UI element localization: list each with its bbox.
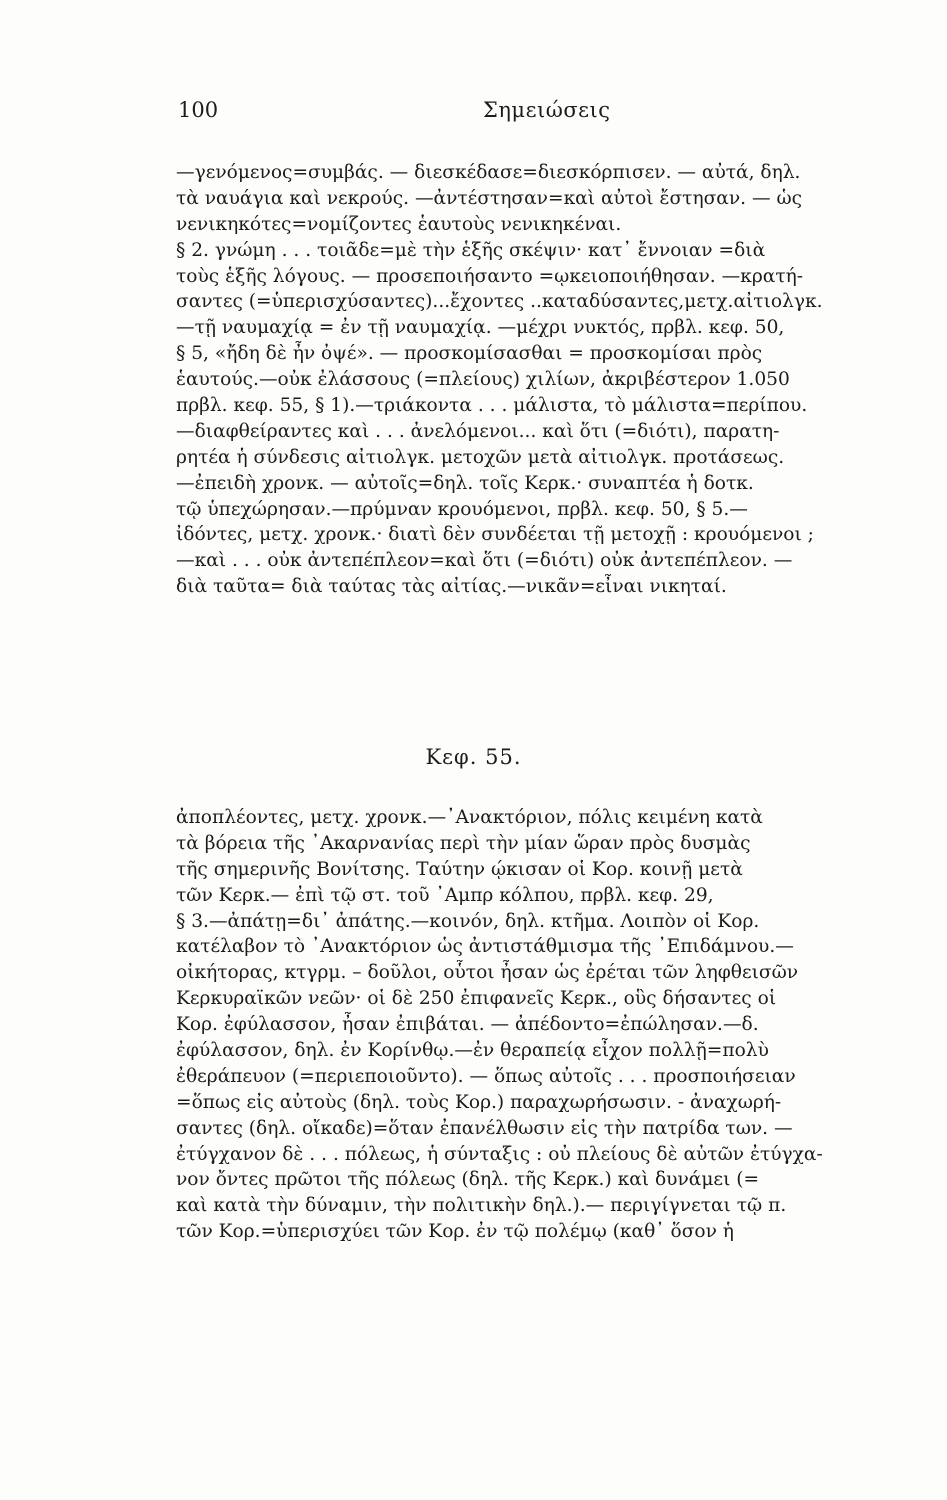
text-line: Κορ. ἐφύλασσον, ἦσαν ἐπιβάται. — ἀπέδοντο=ἐπώλησαν.—δ. <box>176 1014 759 1036</box>
text-line: τὰ βόρεια τῆς ᾽Ακαρνανίας περὶ τὴν μίαν ὥραν πρὸς δυσμὰς <box>176 832 751 854</box>
text-line: § 3.—ἀπάτῃ=δι᾽ ἀπάτης.—κοινόν, δηλ. κτῆμα. Λοιπὸν οἱ Κορ. <box>176 910 760 932</box>
text-line: νενικηκότες=νομίζοντες ἑαυτοὺς νενικηκέναι. <box>176 213 622 235</box>
text-line: τῶν Κορ.=ὑπερισχύει τῶν Κορ. ἐν τῷ πολέμῳ (καθ᾽ ὅσον ἡ <box>176 1221 734 1243</box>
text-line: —διαφθείραντες καὶ . . . ἀνελόμενοι... καὶ ὅτι (=διότι), παρατη- <box>176 420 780 442</box>
text-line: ἀποπλέοντες, μετχ. χρονκ.—᾽Ανακτόριον, πόλις κειμένη κατὰ <box>176 807 763 828</box>
text-line: § 5, «ἤδη δὲ ἦν ὀψέ». — προσκομίσασθαι = προσκομίσαι πρὸς <box>176 343 763 365</box>
page-number: 100 <box>178 98 219 122</box>
text-line: οἰκήτορας, κτγρμ. – δοῦλοι, οὗτοι ἦσαν ὡς ἐρέται τῶν ληφθεισῶν <box>176 962 799 984</box>
text-line: τοὺς ἑξῆς λόγους. — προσεποιήσαντο =ῳκειοποιήθησαν. —κρατή- <box>176 265 804 287</box>
text-line: σαντες (=ὑπερισχύσαντες)...ἔχοντες ..καταδύσαντες,μετχ.αἰτιολγκ. <box>176 291 823 313</box>
text-line: πρβλ. κεφ. 55, § 1).—τριάκοντα . . . μάλιστα, τὸ μάλιστα=περίπου. <box>176 395 808 417</box>
text-line: —καὶ . . . οὐκ ἀντεπέπλεον=καὶ ὅτι (=διότι) οὐκ ἀντεπέπλεον. — <box>176 550 793 572</box>
text-line: ἐτύγχανον δὲ . . . πόλεως, ἡ σύνταξις : οὐ πλείους δὲ αὐτῶν ἐτύγχα- <box>176 1143 823 1165</box>
text-line: —γενόμενος=συμβάς. — διεσκέδασε=διεσκόρπισεν. — αὐτά, δηλ. <box>176 162 801 183</box>
text-line: ἐθεράπευον (=περιεποιοῦντο). — ὅπως αὐτοῖς . . . προσποιήσειαν <box>176 1065 796 1087</box>
text-line: τῷ ὑπεχώρησαν.—πρύμναν κρουόμενοι, πρβλ. κεφ. 50, § 5.— <box>176 498 748 520</box>
page-header <box>178 98 778 128</box>
text-line: σαντες (δηλ. οἴκαδε)=ὅταν ἐπανέλθωσιν εἰς τὴν πατρίδα των. — <box>176 1117 793 1139</box>
running-title: Σημειώσεις <box>483 98 611 122</box>
text-line: τῆς σημερινῆς Βονίτσης. Ταύτην ῴκισαν οἱ Κορ. κοινῇ μετὰ <box>176 858 743 880</box>
text-line: καὶ κατὰ τὴν δύναμιν, τὴν πολιτικὴν δηλ.).— περιγίγνεται τῷ π. <box>176 1195 787 1217</box>
text-line: κατέλαβον τὸ ᾽Ανακτόριον ὡς ἀντιστάθμισμα τῆς ᾽Επιδάμνου.— <box>176 936 794 958</box>
text-line: ἑαυτούς.—οὐκ ἐλάσσους (=πλείους) χιλίων, ἀκριβέστερον 1.050 <box>176 369 790 391</box>
text-line: Κερκυραϊκῶν νεῶν· οἱ δὲ 250 ἐπιφανεῖς Κερκ., οὓς δήσαντες οἱ <box>176 988 777 1010</box>
text-line: =ὅπως εἰς αὐτοὺς (δηλ. τοὺς Κορ.) παραχωρήσωσιν. - ἀναχωρή- <box>176 1091 782 1113</box>
notes-chapter-54-body <box>176 160 928 600</box>
chapter-heading: Κεφ. 55. <box>425 745 522 769</box>
text-line: τὰ ναυάγια καὶ νεκρούς. —ἀντέστησαν=καὶ αὐτοὶ ἔστησαν. — ὡς <box>176 187 803 209</box>
notes-chapter-55-body <box>176 805 928 1245</box>
text-line: § 2. γνώμη . . . τοιᾶδε=μὲ τὴν ἑξῆς σκέψιν· κατ᾽ ἔννοιαν =διὰ <box>176 239 766 261</box>
text-line: ἰδόντες, μετχ. χρονκ.· διατὶ δὲν συνδέεται τῇ μετοχῇ : κρουόμενοι ; <box>176 524 814 546</box>
text-line: —ἐπειδὴ χρονκ. — αὐτοῖς=δηλ. τοῖς Κερκ.· συναπτέα ἡ δοτκ. <box>176 472 754 494</box>
text-line: νον ὄντες πρῶτοι τῆς πόλεως (δηλ. τῆς Κερκ.) καὶ δυνάμει (= <box>176 1169 760 1191</box>
text-line: ρητέα ἡ σύνδεσις αἰτιολγκ. μετοχῶν μετὰ αἰτιολγκ. προτάσεως. <box>176 446 785 468</box>
text-line: διὰ ταῦτα= διὰ ταύτας τὰς αἰτίας.—νικᾶν=εἶναι νικηταί. <box>176 576 727 598</box>
text-line: —τῇ ναυμαχίᾳ = ἐν τῇ ναυμαχίᾳ. —μέχρι νυκτός, πρβλ. κεφ. 50, <box>176 317 785 339</box>
text-line: τῶν Κερκ.— ἐπὶ τῷ στ. τοῦ ᾽Αμπρ κόλπου, πρβλ. κεφ. 29, <box>176 884 714 906</box>
text-line: ἐφύλασσον, δηλ. ἐν Κορίνθῳ.—ἐν θεραπείᾳ εἶχον πολλῇ=πολὺ <box>176 1040 769 1062</box>
